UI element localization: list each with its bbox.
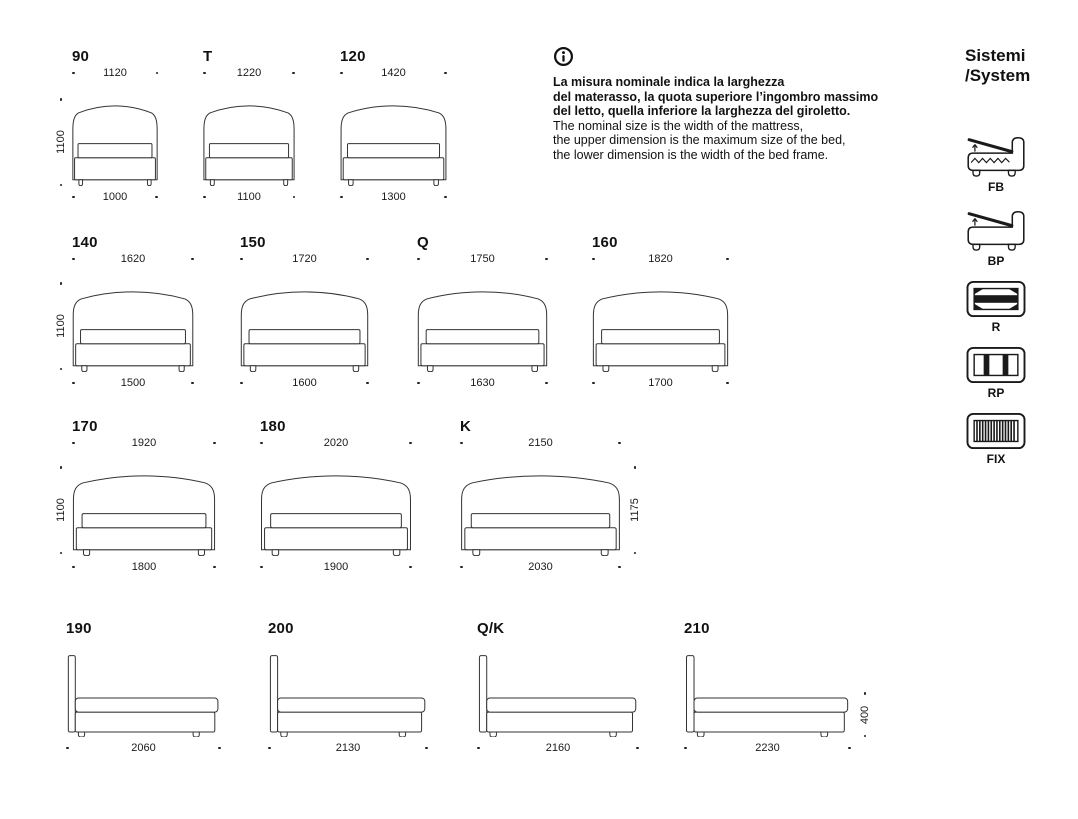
bed-side-view-drawing xyxy=(684,654,851,737)
info-text-it: del materasso, la quota superiore l’ingombro massimo xyxy=(553,89,879,104)
bed-size-label: 200 xyxy=(268,620,294,637)
lower-dimension: 1600 xyxy=(240,376,369,390)
bed-size-label: 140 xyxy=(72,234,98,251)
bed-figure-90 xyxy=(72,48,158,204)
lower-dimension: 1100 xyxy=(203,190,295,204)
bed-size-label: Q/K xyxy=(477,620,505,637)
legend-code: R xyxy=(991,320,1001,334)
bed-figure-190 xyxy=(66,620,221,755)
bed-front-view-drawing xyxy=(72,284,194,372)
double-slat-base-icon xyxy=(965,280,1027,318)
lower-dimension: 2030 xyxy=(460,560,621,574)
legend-item-fix xyxy=(965,412,1027,466)
liftup-storage-bed-icon xyxy=(965,132,1027,178)
lower-dimension: 1500 xyxy=(72,376,194,390)
upper-dimension: 1420 xyxy=(340,66,447,80)
systems-legend xyxy=(965,46,1041,478)
legend-code: RP xyxy=(987,386,1005,400)
bed-figure-150 xyxy=(240,234,369,390)
liftup-bed-icon xyxy=(965,206,1027,252)
bed-size-label: T xyxy=(203,48,213,65)
bed-figure-k xyxy=(460,418,621,574)
legend-code: FIX xyxy=(986,452,1006,466)
lower-dimension: 1630 xyxy=(417,376,548,390)
lower-dimension: 2160 xyxy=(477,741,639,755)
bed-figure-t xyxy=(203,48,295,204)
legend-code: BP xyxy=(987,254,1005,268)
bed-front-view-drawing xyxy=(592,284,729,372)
bar-base-icon xyxy=(965,346,1027,384)
legend-item-fb xyxy=(965,132,1027,194)
bed-front-view-drawing xyxy=(72,468,216,556)
lower-dimension: 1800 xyxy=(72,560,216,574)
bed-figure-qk xyxy=(477,620,639,755)
legend-item-r xyxy=(965,280,1027,334)
height-dimension-right: 1175 xyxy=(628,466,642,554)
lower-dimension: 1000 xyxy=(72,190,158,204)
legend-code: FB xyxy=(988,180,1004,194)
legend-item-rp xyxy=(965,346,1027,400)
lower-dimension: 2130 xyxy=(268,741,428,755)
bed-front-view-drawing xyxy=(340,98,447,186)
bed-front-view-drawing xyxy=(460,468,621,556)
lower-dimension: 1700 xyxy=(592,376,729,390)
legend-items xyxy=(965,132,1041,478)
bed-front-view-drawing xyxy=(72,98,158,186)
info-text-en: the upper dimension is the maximum size of the bed, xyxy=(553,133,846,147)
bed-figure-210 xyxy=(684,620,851,755)
fixed-slat-base-icon xyxy=(965,412,1027,450)
bed-side-view-drawing xyxy=(268,654,428,737)
height-dimension: 1100 xyxy=(54,466,68,554)
bed-figure-180 xyxy=(260,418,412,574)
legend-item-bp xyxy=(965,206,1027,268)
bed-size-label: 150 xyxy=(240,234,266,251)
bed-front-view-drawing xyxy=(203,98,295,186)
height-dimension-right: 400 xyxy=(858,692,872,737)
bed-figure-140 xyxy=(72,234,194,390)
height-dimension: 1100 xyxy=(54,282,68,370)
bed-side-view-drawing xyxy=(66,654,221,737)
lower-dimension: 2060 xyxy=(66,741,221,755)
bed-size-label: 190 xyxy=(66,620,92,637)
bed-figure-q xyxy=(417,234,548,390)
bed-figure-120 xyxy=(340,48,447,204)
upper-dimension: 1120 xyxy=(72,66,158,80)
bed-size-label: Q xyxy=(417,234,429,251)
upper-dimension: 1220 xyxy=(203,66,295,80)
bed-front-view-drawing xyxy=(240,284,369,372)
info-text-it: La misura nominale indica la larghezza xyxy=(553,75,785,89)
bed-size-label: 160 xyxy=(592,234,618,251)
upper-dimension: 1920 xyxy=(72,436,216,450)
upper-dimension: 1620 xyxy=(72,252,194,266)
upper-dimension: 1820 xyxy=(592,252,729,266)
bed-size-label: 180 xyxy=(260,418,286,435)
upper-dimension: 1750 xyxy=(417,252,548,266)
legend-title: Sistemi /System xyxy=(965,46,1031,85)
info-text-en: the lower dimension is the width of the bed frame. xyxy=(553,147,829,162)
lower-dimension: 1900 xyxy=(260,560,412,574)
bed-front-view-drawing xyxy=(260,468,412,556)
bed-size-label: K xyxy=(460,418,472,435)
height-dimension: 1100 xyxy=(54,98,68,186)
bed-figure-200 xyxy=(268,620,428,755)
upper-dimension: 2150 xyxy=(460,436,621,450)
lower-dimension: 2230 xyxy=(684,741,851,755)
lower-dimension: 1300 xyxy=(340,190,447,204)
bed-figure-160 xyxy=(592,234,729,390)
info-text-en: The nominal size is the width of the mattress, xyxy=(553,118,804,133)
bed-figure-170 xyxy=(72,418,216,574)
info-note xyxy=(553,46,893,162)
upper-dimension: 1720 xyxy=(240,252,369,266)
bed-front-view-drawing xyxy=(417,284,548,372)
bed-size-label: 90 xyxy=(72,48,90,65)
bed-size-label: 210 xyxy=(684,620,710,637)
upper-dimension: 2020 xyxy=(260,436,412,450)
bed-size-label: 120 xyxy=(340,48,366,65)
info-icon xyxy=(553,46,574,67)
bed-size-label: 170 xyxy=(72,418,98,435)
bed-side-view-drawing xyxy=(477,654,639,737)
info-text-it: del letto, quella inferiore la larghezza del giroletto. xyxy=(553,104,851,118)
